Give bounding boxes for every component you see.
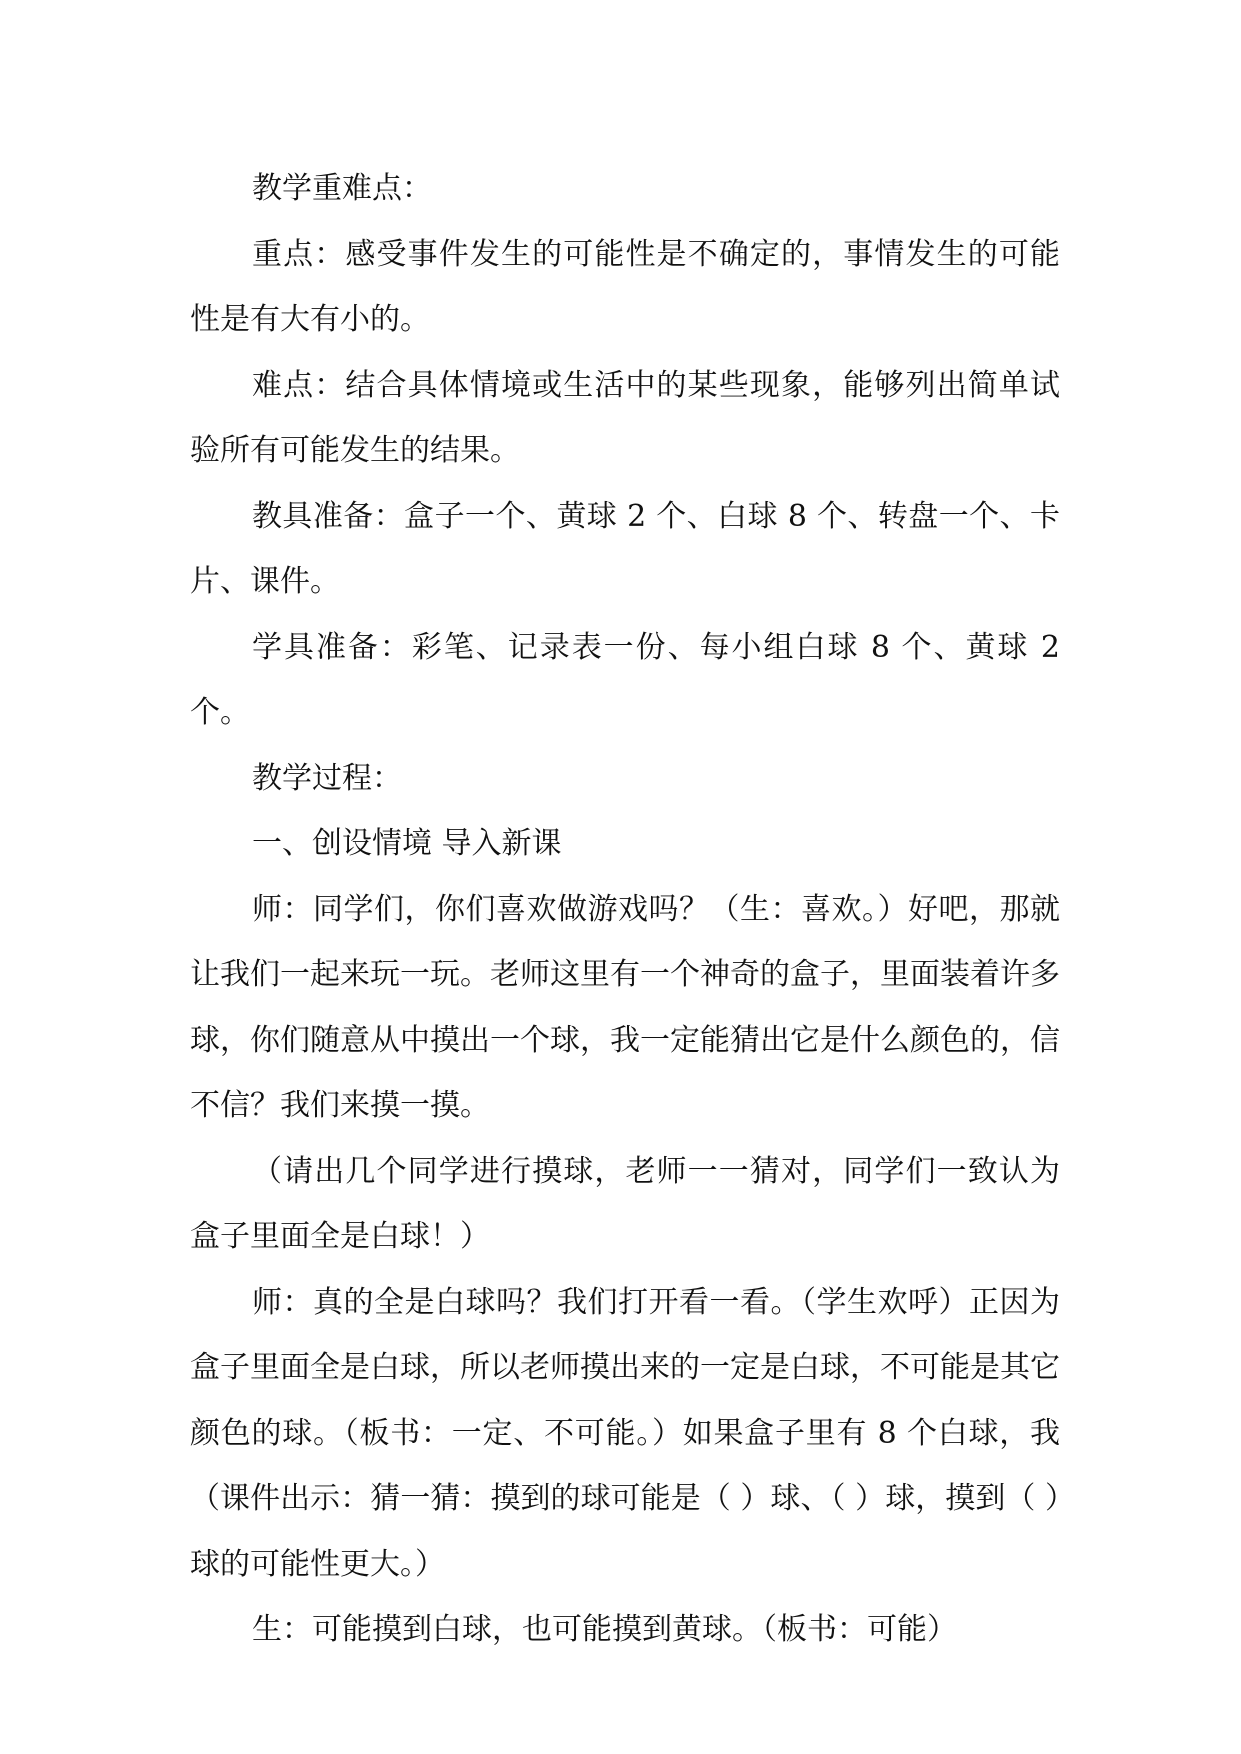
paragraph-teacher-intro: 师：同学们，你们喜欢做游戏吗？（生：喜欢。）好吧，那就让我们一起来玩一玩。老师这里有一个神奇的盒子，里面装着许多球，你们随意从中摸出一个球，我一定能猜出它是什么颜色的，信不信？我们来摸一摸。: [190, 891, 1060, 1123]
paragraph-difficult-point: 难点：结合具体情境或生活中的某些现象，能够列出简单试验所有可能发生的结果。: [190, 367, 1060, 468]
paragraph-section-one: 一、创设情境 导入新课: [252, 826, 562, 861]
paragraph-activity-note: （请出几个同学进行摸球，老师一一猜对，同学们一致认为盒子里面全是白球！）: [190, 1153, 1060, 1254]
paragraph-learning-aids: 学具准备：彩笔、记录表一份、每小组白球 8 个、黄球 2 个。: [190, 629, 1060, 730]
paragraph-teacher-explain: 师：真的全是白球吗？我们打开看一看。（学生欢呼）正因为盒子里面全是白球，所以老师摸出来的一定是白球，不可能是其它颜色的球。（板书：一定、不可能。）如果盒子里有 8 个白球，我（课件出示：猜一猜：摸到的球可能是（ ）球、（ ）球，摸到（ ）球的可能性更大。）: [190, 1284, 1060, 1582]
paragraph-heading-key-points: 教学重难点：: [252, 171, 432, 206]
paragraph-key-point: 重点：感受事件发生的可能性是不确定的，事情发生的可能性是有大有小的。: [190, 236, 1060, 337]
document-body: [190, 156, 1060, 1663]
paragraph-heading-process: 教学过程：: [252, 760, 402, 796]
paragraph-teaching-aids: 教具准备：盒子一个、黄球 2 个、白球 8 个、转盘一个、卡片、课件。: [190, 498, 1060, 599]
paragraph-student-answer: 生：可能摸到白球，也可能摸到黄球。（板书：可能）: [252, 1612, 957, 1647]
